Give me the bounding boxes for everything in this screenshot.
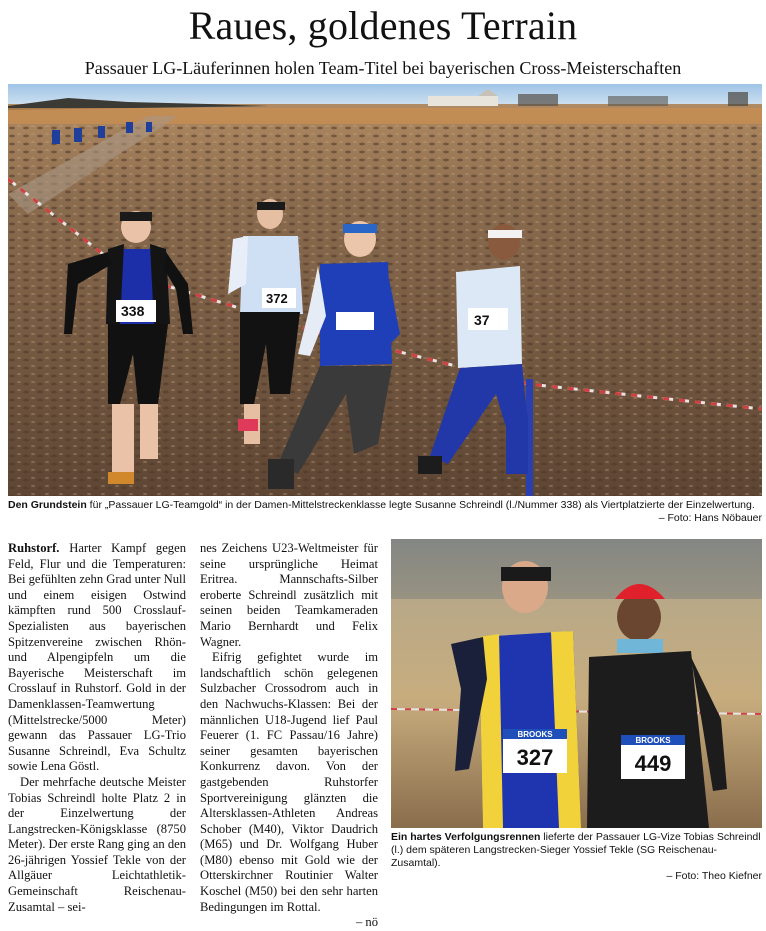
main-photo-image	[8, 84, 762, 496]
side-photo-caption	[391, 831, 762, 883]
side-caption-text: lieferte der Passauer LG-Vize Tobias Schreindl (l.) dem späteren Langstrecken-Sieger Yossief Tekle (SG Reischenau-Zusamtal).	[391, 831, 761, 869]
body-paragraph-4: Eifrig gefightet wurde im landschaftlich schön gelegenen Sulzbacher Crossodrom auch in den Nachwuchs-Klassen: Bei der männlichen U18-Jugend lief Paul Feuerer (1. FC Passau/16 Jahre) seiner gesamten bayerischen Konkurrenz davon. Von der gastgebenden Ruhstorfer Sportvereinigung glänzten die Altersklassen-Athleten Andreas Schober (M40), Viktor Daudrich (M65) und Dr. Wolfgang Huber (M80) ebenso mit Gold wie der Otterskirchner Routinier Walter Koschel (M50) bei den sehr harten Bedingungen im Rottal.	[200, 650, 378, 914]
side-caption-lead: Ein hartes Verfolgungsrennen	[391, 831, 541, 843]
main-caption-lead: Den Grundstein	[8, 499, 87, 511]
side-photo-credit: – Foto: Theo Kiefner	[666, 870, 762, 882]
main-photo-caption	[8, 499, 762, 525]
bib-number-338: 338	[121, 303, 145, 319]
dateline: Ruhstorf.	[8, 541, 60, 555]
bib-number-37: 37	[474, 312, 490, 328]
body-paragraph-1: Harter Kampf gegen Feld, Flur und die Temperaturen: Bei gefühlten zehn Grad unter Null und einem eisigen Ostwind kämpften rund 500 Crosslauf-Spezialisten aus bayerischen Spitzenvereine zwischen Rhön- und Alpengipfeln um die Bayerische Meisterschaft im Crosslauf in Ruhstorf. Gold in der Damenklassen-Teamwertung (Mittelstrecke/5000 Meter) gewann das Passauer LG-Trio Susanne Schreindl, Eva Schultz sowie Lena Göstl.	[8, 541, 187, 774]
bib-number-327: 327	[516, 745, 554, 770]
side-photo	[391, 539, 762, 828]
body-paragraph-2: Der mehrfache deutsche Meister Tobias Schreindl holte Platz 2 in der Einzelwertung der Langstrecken-Königsklasse (8750 Meter). Der erste Rang ging an den 26-jährigen Yossief Tekle von der Allgäuer Leichtathletik-Gemeinschaft Reischenau-Zusamtal – sei-	[8, 774, 186, 914]
main-caption-text: für „Passauer LG-Teamgold“ in der Damen-Mittelstreckenklasse legte Susanne Schreindl (l./Nummer 338) als Viertplatzierte der Einzelwertung.	[86, 499, 755, 511]
article-column-1	[8, 541, 186, 915]
main-photo	[8, 84, 762, 496]
bib-number-372: 372	[266, 291, 288, 306]
main-photo-credit: – Foto: Hans Nöbauer	[658, 512, 762, 524]
side-photo-image	[391, 539, 762, 828]
body-paragraph-3: nes Zeichens U23-Weltmeister für seine ursprüngliche Heimat Eritrea. Mannschafts-Silber eroberte Schreindl zusätzlich mit seinen beiden Teamkameraden Mario Bernhardt und Felix Wagner.	[200, 541, 378, 649]
bib-number-449: 449	[634, 751, 672, 776]
headline: Raues, goldenes Terrain	[188, 3, 578, 48]
side-bib-brand-left: BROOKS	[517, 730, 553, 739]
author-initials: – nö	[355, 915, 378, 930]
side-bib-brand-right: BROOKS	[635, 736, 671, 745]
article-column-2	[200, 541, 378, 931]
subheadline: Passauer LG-Läuferinnen holen Team-Titel bei bayerischen Cross-Meisterschaften	[84, 58, 682, 78]
